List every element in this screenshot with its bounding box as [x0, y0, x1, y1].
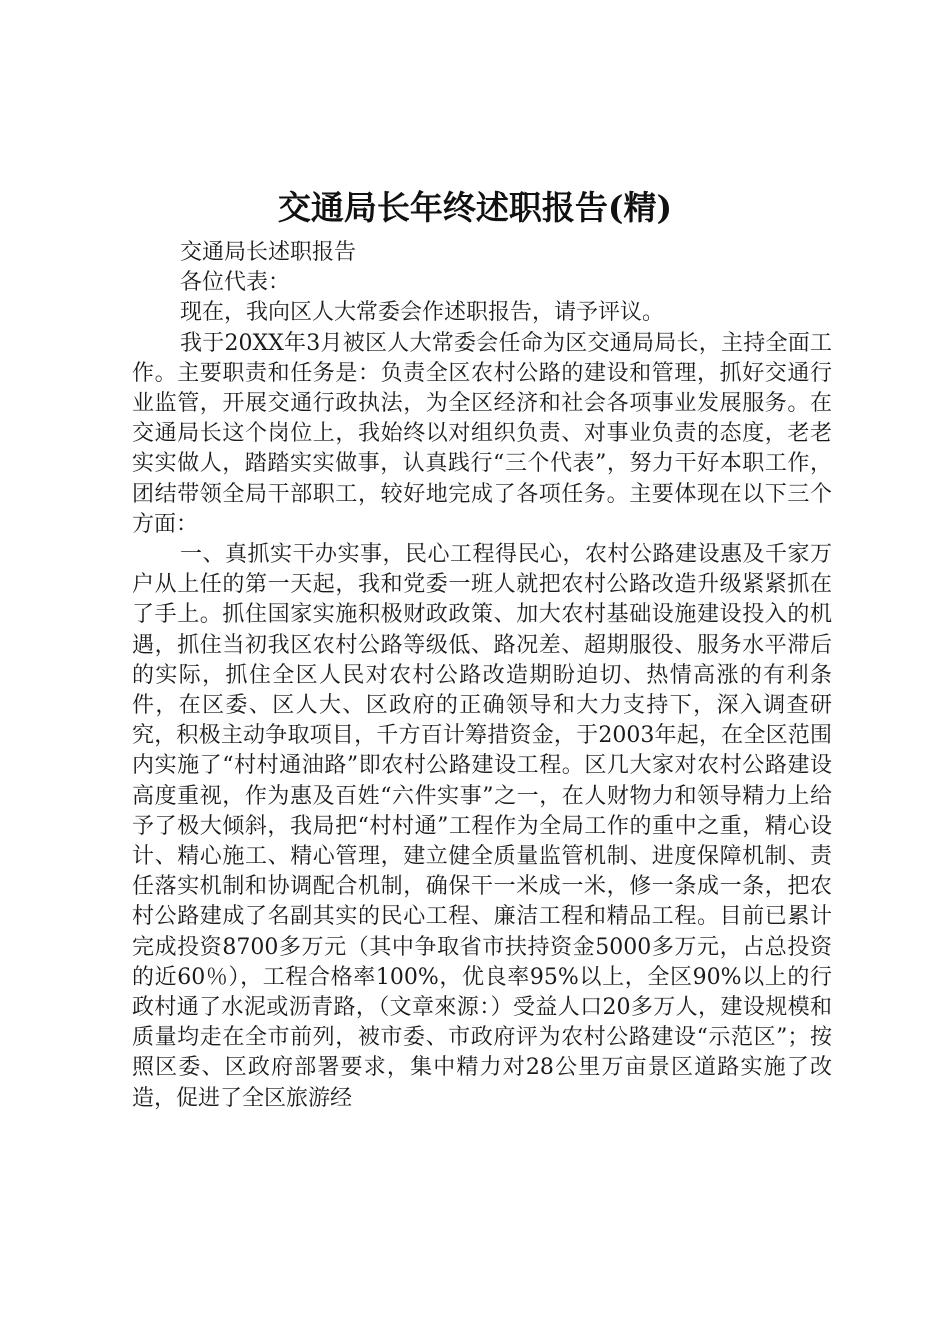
paragraph-intro: 现在，我向区人大常委会作述职报告，请予评议。	[180, 300, 665, 326]
paragraph-duties: 我于20XX年3月被区人大常委会任命为区交通局局长，主持全面工作。主要职责和任务是：负责全区农村公路的建设和管理，抓好交通行业监管，开展交通行政执法，为全区经济和社会各项事业发展服务。在交通局长这个岗位上，我始终以对组织负责、对事业负责的态度，老老实实做人，踏踏实实做事，认真践行“三个代表”，努力干好本职工作，团结带领全局干部职工，较好地完成了各项任务。主要体现在以下三个方面：	[132, 330, 832, 537]
document-body	[132, 238, 832, 1114]
paragraph-section-one: 一、真抓实干办实事，民心工程得民心，农村公路建设惠及千家万户从上任的第一天起，我和党委一班人就把农村公路改造升级紧紧抓在了手上。抓住国家实施积极财政政策、加大农村基础设施建设投入的机遇，抓住当初我区农村公路等级低、路况差、超期服役、服务水平滞后的实际，抓住全区人民对农村公路改造期盼迫切、热情高涨的有利条件，在区委、区人大、区政府的正确领导和大力支持下，深入调查研究，积极主动争取项目，千方百计筹措资金，于2003年起，在全区范围内实施了“村村通油路”即农村公路建设工程。区几大家对农村公路建设高度重视，作为惠及百姓“六件实事”之一，在人财物力和领导精力上给予了极大倾斜，我局把“村村通”工程作为全局工作的重中之重，精心设计、精心施工、精心管理，建立健全质量监管机制、进度保障机制、责任落实机制和协调配合机制，确保干一米成一米，修一条成一条，把农村公路建成了名副其实的民心工程、廉洁工程和精品工程。目前已累计完成投资8700多万元（其中争取省市扶持资金5000多万元，占总投资的近60％），工程合格率100%，优良率95%以上，全区90%以上的行政村通了水泥或沥青路，（文章來源：）受益人口20多万人，建设规模和质量均走在全市前列，被市委、市政府评为农村公路建设“示范区”；按照区委、区政府部署要求，集中精力对28公里万亩景区道路实施了改造，促进了全区旅游经	[132, 542, 832, 1111]
paragraph-heading: 交通局长述职报告	[180, 240, 357, 265]
document-title: 交通局长年终述职报告(精)	[277, 188, 673, 227]
paragraph-salutation: 各位代表：	[180, 270, 291, 296]
